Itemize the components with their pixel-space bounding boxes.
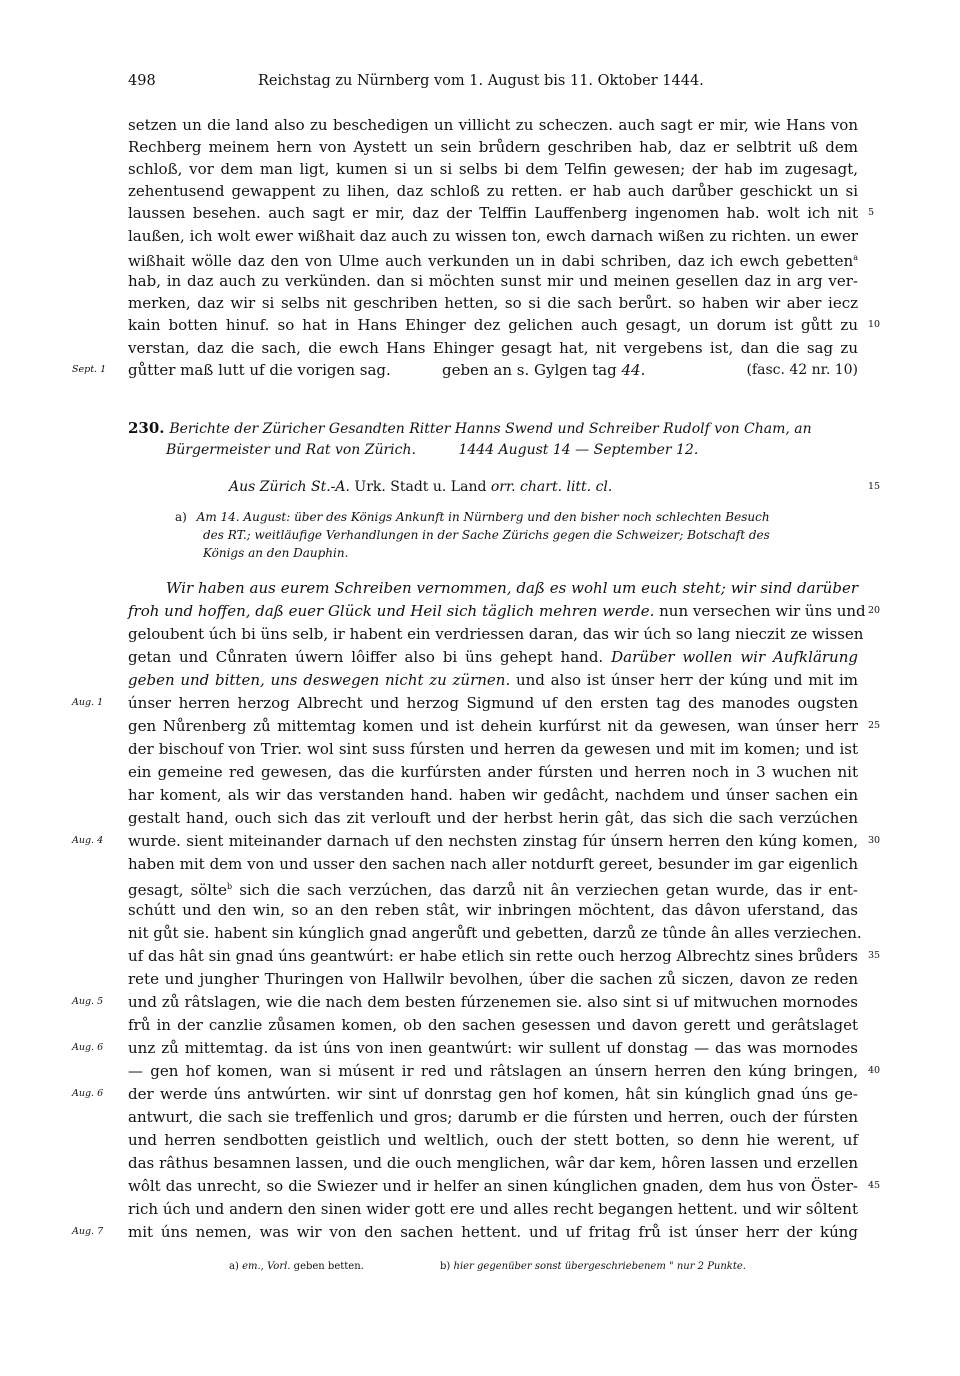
text-line: und zů râtslagen, wie die nach dem besten fúrzenemen sie. also sint si uf mitwuchen mornodes xyxy=(128,993,858,1011)
text-line: — gen hof komen, wan si músent ir red und râtslagen an únsern herren den kúng bringen, xyxy=(128,1062,858,1080)
title-recipient: Bürgermeister und Rat von Zürich. xyxy=(166,442,416,458)
line-number: 15 xyxy=(868,481,881,492)
margin-date: Aug. 7 xyxy=(72,1226,104,1237)
dating-year: 44. xyxy=(621,361,646,379)
margin-date: Aug. 6 xyxy=(72,1042,104,1053)
subhead-line: des RT.; weitläufige Verhandlungen in der Sache Zürichs gegen die Schweizer; Botschaft des xyxy=(203,528,770,542)
text-line: zehentusend gewappent zu lihen, daz schloß zu retten. er hab auch darůber geschickt un si xyxy=(128,182,858,200)
running-title: Reichstag zu Nürnberg vom 1. August bis 11. Oktober 1444. xyxy=(258,73,704,89)
source-format: orr. chart. litt. cl. xyxy=(490,479,613,495)
subhead-line: Königs an den Dauphin. xyxy=(203,546,349,560)
text-line xyxy=(128,669,858,691)
subhead-line xyxy=(175,508,865,526)
text-line: schútt und den win, so an den reben stât, wir inbringen möchtent, das dâvon uferstand, das xyxy=(128,901,858,919)
text-fragment: sich die sach verzúchen, das darzů nit ân verziechen getan wurde, das ir ent- xyxy=(239,881,858,899)
title-date-range: 1444 August 14 — September 12. xyxy=(458,442,699,458)
text-line: hab, in daz auch zu verkünden. dan si möchten sunst mir und meinen gesellen daz in arg ver- xyxy=(128,272,858,290)
text-line: Wir haben aus eurem Schreiben vernommen, daß es wohl um euch steht; wir sind darüber xyxy=(166,579,858,597)
text-line: gestalt hand, ouch sich das zit verlouft und der herbst herin gât, das sich die sach verzúchen xyxy=(128,809,858,827)
document-title-line1: Berichte der Züricher Gesandten Ritter Hanns Swend und Schreiber Rudolf von Cham, an xyxy=(169,421,812,437)
line-number: 5 xyxy=(868,207,875,218)
text-line: der bischouf von Trier. wol sint suss fúrsten und herren da gewesen und mit im komen; und ist xyxy=(128,740,858,758)
line-number: 20 xyxy=(868,605,881,616)
text-fragment: nun versechen wir üns und xyxy=(659,602,866,620)
text-fragment: getan und Cůnraten úwern lôiffer also bi üns gehept hand. xyxy=(128,648,604,666)
footnote-label: b) xyxy=(440,1261,451,1272)
text-line xyxy=(128,876,858,898)
source-collection: Urk. Stadt u. Land xyxy=(354,479,487,495)
footnote-italic: em., Vorl. xyxy=(242,1261,291,1272)
line-number: 35 xyxy=(868,950,881,961)
line-number: 10 xyxy=(868,319,881,330)
text-fragment: gesagt, sölte xyxy=(128,881,227,899)
text-line: ein gemeine red gewesen, das die kurfúrsten ander fúrsten und herren noch in 3 wuchen nit xyxy=(128,763,858,781)
footnote-a xyxy=(229,1261,364,1272)
footnote-marker: b xyxy=(227,882,233,891)
margin-date: Aug. 4 xyxy=(72,835,104,846)
dating-text: geben an s. Gylgen tag xyxy=(442,361,617,379)
line-number: 40 xyxy=(868,1065,881,1076)
footnote-label: a) xyxy=(229,1261,239,1272)
subhead-text: Am 14. August: über des Königs Ankunft in Nürnberg und den bisher noch schlechten Besuch xyxy=(196,510,770,524)
text-line: der werde úns antwúrten. wir sint uf donrstag gen hof komen, hât sin kúnglich gnad úns ge- xyxy=(128,1085,858,1103)
text-line: rich úch und andern den sinen wider gott ere und alles recht begangen hettent. und wir sôltent xyxy=(128,1200,858,1218)
text-line: unz zů mittemtag. da ist úns von inen geantwúrt: wir sullent uf donstag — das was mornodes xyxy=(128,1039,858,1057)
text-line xyxy=(128,600,866,622)
document-title xyxy=(128,417,858,439)
line-number: 45 xyxy=(868,1180,881,1191)
line-number: 30 xyxy=(868,835,881,846)
footnote-mark: " xyxy=(669,1261,674,1272)
text-line: wôlt das unrecht, so die Swiezer und ir helfer an sinen kúnglichen gnaden, dem hus von Öster- xyxy=(128,1177,858,1195)
text-line: und herren sendbotten geistlich und weltlich, ouch der stett botten, so denn hie werent, uf xyxy=(128,1131,858,1149)
text-line xyxy=(128,247,858,269)
text-line: laussen besehen. auch sagt er mir, daz der Telffin Lauffenberg ingenomen hab. wolt ich nit xyxy=(128,204,858,222)
text-fragment-italic: froh und hoffen, daß euer Glück und Heil sich täglich mehren werde. xyxy=(128,602,655,620)
text-fragment: und also ist únser herr der kúng und mit im xyxy=(515,671,858,689)
text-line: wurde. sient miteinander darnach uf den nechsten zinstag fúr únsern herren den kúng komen, xyxy=(128,832,858,850)
text-line: mit úns nemen, was wir von den sachen hettent. und uf fritag frů ist únser herr der kúng xyxy=(128,1223,858,1241)
text-line: frů in der canzlie zůsamen komen, ob den sachen gesessen und davon gerett und gerâtslaget xyxy=(128,1016,858,1034)
text-line: setzen un die land also zu beschedigen un villicht zu scheczen. auch sagt er mir, wie Hans von xyxy=(128,116,858,134)
text-line xyxy=(128,646,858,668)
margin-date: Sept. 1 xyxy=(72,364,107,375)
text-line: kain botten hinuf. so hat in Hans Ehinger dez gelichen auch gesagt, un dorum ist gůtt zu xyxy=(128,316,858,334)
page-number: 498 xyxy=(128,73,156,89)
text-fragment: wißhait wölle daz den von Ulme auch verkunden un in dabi schriben, daz ich ewch gebetten xyxy=(128,252,854,270)
document-title-line2 xyxy=(166,439,866,461)
text-line: geloubent úch bi üns selb, ir habent ein verdriessen daran, das wir úch so lang nieczit ze wissen xyxy=(128,625,864,643)
text-line: gen Nůrenberg zů mittemtag komen und ist dehein kurfúrst nit da gewesen, wan únser herr xyxy=(128,717,858,735)
document-number: 230. xyxy=(128,419,165,437)
footnote-marker: a xyxy=(853,253,858,262)
closing-line xyxy=(128,359,858,381)
running-header xyxy=(128,73,858,93)
margin-date: Aug. 1 xyxy=(72,697,104,708)
subhead-label: a) xyxy=(175,510,187,524)
source-line xyxy=(229,476,869,498)
footnote-italic: nur 2 Punkte. xyxy=(676,1261,746,1272)
footnote-italic: hier gegenüber sonst übergeschriebenem xyxy=(453,1261,666,1272)
text-line: rete und jungher Thuringen von Hallwilr bevolhen, úber die sachen zů siczen, davon ze reden xyxy=(128,970,858,988)
text-line: antwurt, die sach sie treffenlich und gros; darumb er die fúrsten und herren, ouch der fúrsten xyxy=(128,1108,858,1126)
text-fragment-italic: geben und bitten, uns deswegen nicht zu zürnen. xyxy=(128,671,511,689)
margin-date: Aug. 5 xyxy=(72,996,104,1007)
footnote-text: geben betten. xyxy=(293,1261,364,1272)
text-line: únser herren herzog Albrecht und herzog Sigmund uf den ersten tag des manodes ougsten xyxy=(128,694,858,712)
text-line: merken, daz wir si selbs nit geschriben hetten, so si die sach berůrt. so haben wir aber iecz xyxy=(128,294,858,312)
margin-date: Aug. 6 xyxy=(72,1088,104,1099)
text-line: nit gůt sie. habent sin kúnglich gnad angerůft und gebetten, darzů ze tûnde ân alles verziechen. xyxy=(128,924,862,942)
text-line: schloß, vor dem man ligt, kumen si un si selbs bi dem Telfin gewesen; der hab im zugesagt, xyxy=(128,160,858,178)
dating-clause xyxy=(442,359,645,381)
text-line: uf das hât sin gnad úns geantwúrt: er habe etlich sin rette ouch herzog Albrechtz sines brůders xyxy=(128,947,858,965)
text-line: laußen, ich wolt ewer wißhait daz auch zu wissen ton, ewch darnach wißen zu richten. un ewer xyxy=(128,227,858,245)
text-line: haben mit dem von und usser den sachen nach aller notdurft gereet, besunder im gar eigenlich xyxy=(128,855,858,873)
text-line: das râthus besamnen lassen, und die ouch menglichen, wâr dar kem, hôren lassen und erzellen xyxy=(128,1154,858,1172)
text-fragment-italic: Darüber wollen wir Aufklärung xyxy=(611,648,858,666)
source-archive: Aus Zürich St.-A. xyxy=(229,479,350,495)
line-number: 25 xyxy=(868,720,881,731)
text-line: verstan, daz die sach, die ewch Hans Ehinger gesagt hat, nit vergebens ist, dan die sag zu xyxy=(128,339,858,357)
text-line: Rechberg meinem hern von Aystett un sein brůdern geschriben hab, daz er selbtrit uß dem xyxy=(128,138,858,156)
closing-text: gůtter maß lutt uf die vorigen sag. xyxy=(128,361,391,379)
text-line: har koment, als wir das verstanden hand. haben wir gedâcht, nachdem und únser sachen ein xyxy=(128,786,858,804)
archival-reference: (fasc. 42 nr. 10) xyxy=(746,362,858,378)
footnote-b xyxy=(440,1261,746,1272)
